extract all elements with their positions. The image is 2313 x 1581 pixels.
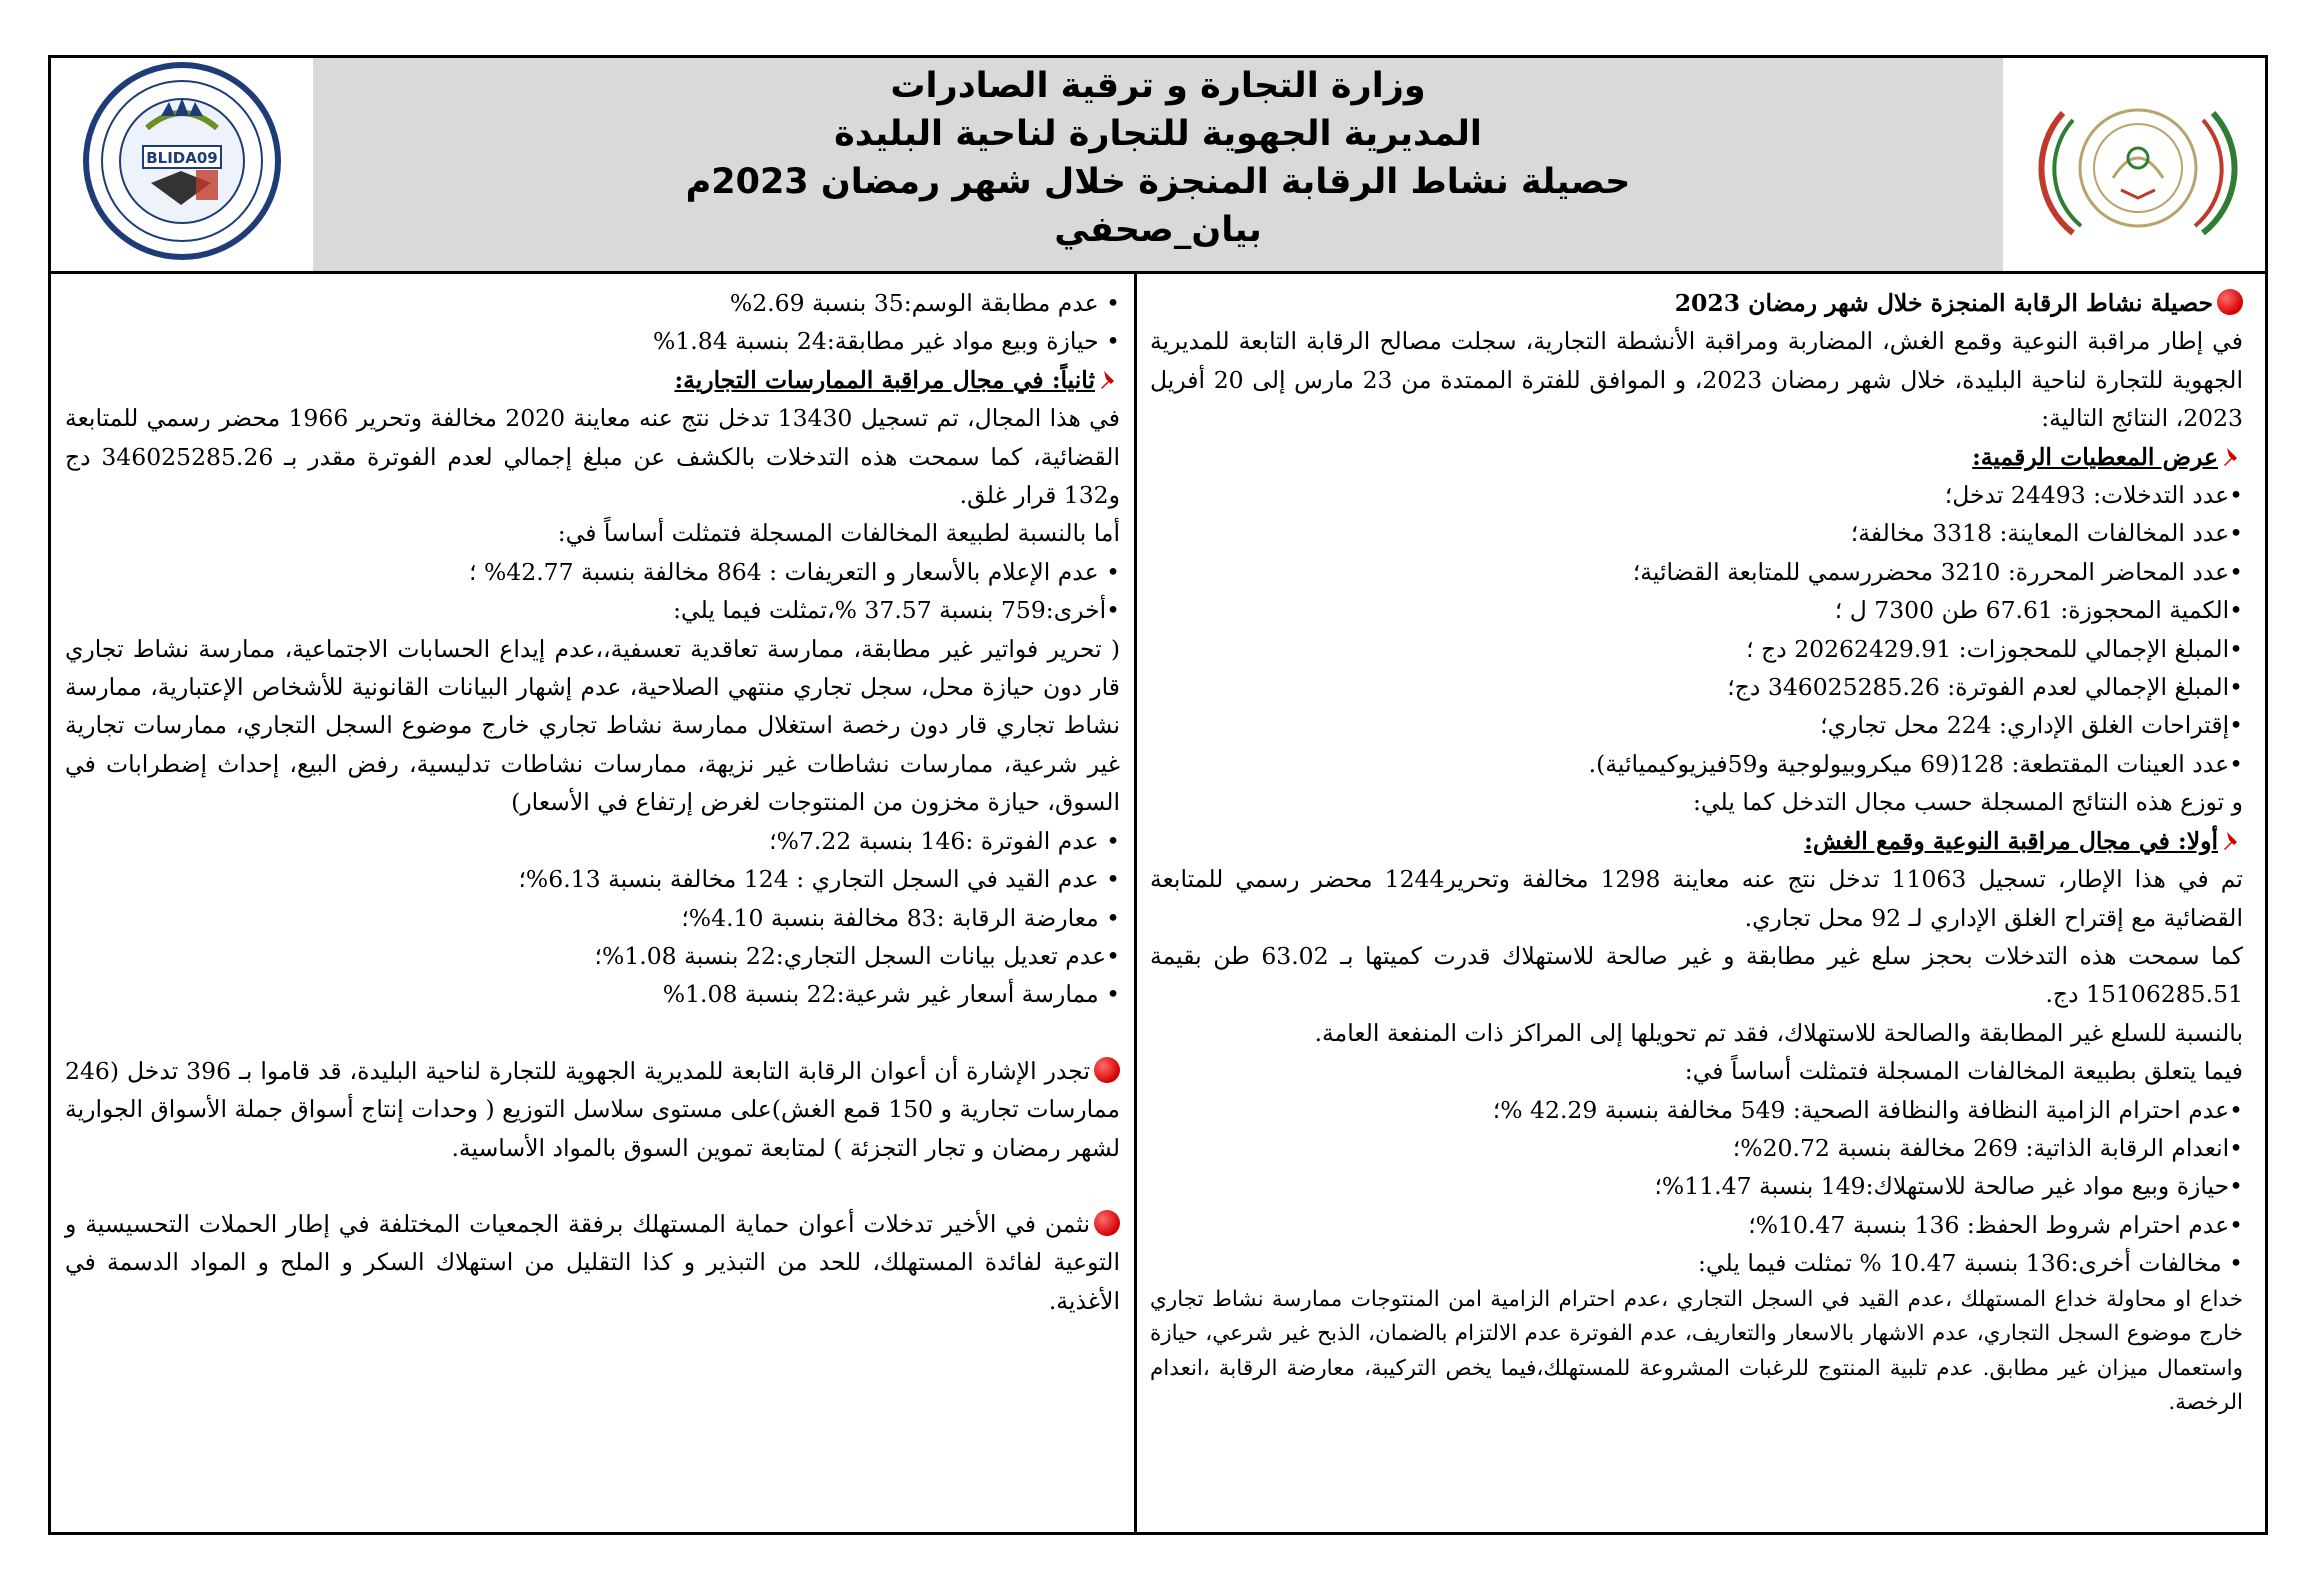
red-bullet-icon (1094, 1210, 1120, 1236)
list-item: •أخرى:759 بنسبة 37.57 %،تمثلت فيما يلي: (673, 596, 1120, 625)
left-column (51, 274, 1136, 1532)
red-bullet-icon (2217, 289, 2243, 315)
list-item: • ممارسة أسعار غير شرعية:22 بنسبة 1.08% (662, 980, 1120, 1009)
list-item: •انعدام الرقابة الذاتية: 269 مخالفة بنسبة 20.72%؛ (1732, 1133, 2243, 1162)
pushpin-icon (1098, 369, 1120, 391)
list-item: •عدد المحاضر المحررة: 3210 محضررسمي للمتابعة القضائية؛ (1632, 557, 2243, 586)
note2-text: نثمن في الأخير تدخلات أعوان حماية المستهلك برفقة الجمعيات المختلفة في إطار الحملات التحسيسية و التوعية لفائدة المستهلك، للحد من التبذير و كذا التقليل من استهلاك السكر و الملح و المواد الدسمة في الأغذية. (65, 1209, 1120, 1315)
list-item: •عدد المخالفات المعاينة: 3318 مخالفة؛ (1850, 519, 2243, 548)
section1-text4: فيما يتعلق بطبيعة المخالفات المسجلة فتمثلت أساساً في: (1684, 1057, 2243, 1086)
pushpin-icon (2221, 446, 2243, 468)
list-item: •حيازة وبيع مواد غير صالحة للاستهلاك:149 بنسبة 11.47%؛ (1654, 1172, 2243, 1201)
spacer (65, 1167, 1120, 1205)
intro-heading (1150, 284, 2243, 322)
stats-list (1150, 476, 2243, 783)
intro-text: في إطار مراقبة النوعية وقمع الغش، المضاربة ومراقبة الأنشطة التجارية، سجلت مصالح الرقابة التابعة للمديرية الجهوية للتجارة لناحية البليدة، خلال شهر رمضان 2023، و الموافق للفترة الممتدة من 23 مارس إلى 20 أفريل 2023، النتائج التالية: (1150, 327, 2243, 433)
blida-seal-icon (51, 58, 313, 271)
spacer (65, 1014, 1120, 1052)
section2-other: ( تحرير فواتير غير مطابقة، ممارسة تعاقدية تعسفية،،عدم إيداع الحسابات الاجتماعية، ممارسة نشاط تجاري قار دون حيازة محل، سجل تجاري منتهي الصلاحية، عدم إشهار البيانات القانونية للأشخاص الإعتبارية، ممارسة نشاط تجاري قار دون رخصة استغلال ممارسة نشاط تجاري خارج موضوع السجل التجاري، ممارسات تجارية غير شرعية، ممارسات نشاطات غير نزيهة، ممارسات نشاطات تدليسية، رفض البيع، إحداث إضطرابات في السوق، حيازة مخزون من المنتوجات لغرض إرتفاع في الأسعار) (65, 634, 1120, 817)
stats-title: عرض المعطيات الرقمية: (1972, 442, 2218, 471)
list-item: • عدم الإعلام بالأسعار و التعريفات : 864 مخالفة بنسبة 42.77% ؛ (469, 557, 1120, 586)
list-item: • حيازة وبيع مواد غير مطابقة:24 بنسبة 1.84% (653, 327, 1120, 356)
list-item: •عدد التدخلات: 24493 تدخل؛ (1944, 481, 2243, 510)
red-bullet-icon (1094, 1057, 1120, 1083)
list-item: • مخالفات أخرى:136 بنسبة 10.47 % تمثلت فيما يلي: (1698, 1249, 2243, 1278)
report-title: حصيلة نشاط الرقابة المنجزة خلال شهر رمضان 2023م (685, 162, 1631, 202)
directorate-title: المديرية الجهوية للتجارة لناحية البليدة (834, 114, 1482, 154)
list-item: •عدد العينات المقتطعة: 128(69 ميكروبيولوجية و59فيزيوكيميائية). (1588, 749, 2243, 778)
section2-text: في هذا المجال، تم تسجيل 13430 تدخل نتج عنه معاينة 2020 مخالفة وتحرير 1966 محضر رسمي للمتابعة القضائية، كما سمحت هذه التدخلات بالكشف عن مبلغ إجمالي لعدم الفوترة مقدر بـ 346025285.26 دج و132 قرار غلق. (65, 404, 1120, 510)
note1 (65, 1052, 1120, 1167)
note1-text: تجدر الإشارة أن أعوان الرقابة التابعة للمديرية الجهوية للتجارة لناحية البليدة، قد قاموا بـ 396 تدخل (246 ممارسات تجارية و 150 قمع الغش)على مستوى سلاسل التوزيع ( وحدات إنتاج أسواق جملة الأسواق الجوارية لشهر رمضان و تجار التجزئة ) لمتابعة تموين السوق بالمواد الأساسية. (65, 1056, 1120, 1162)
regional-directorate-logo (51, 58, 313, 271)
header-titles (313, 62, 2003, 254)
list-item: • معارضة الرقابة :83 مخالفة بنسبة 4.10%؛ (681, 903, 1120, 932)
right-column (1136, 274, 2265, 1532)
note2 (65, 1205, 1120, 1320)
intro-title: حصيلة نشاط الرقابة المنجزة خلال شهر رمضان 2023 (1674, 289, 2213, 317)
section1-text2: كما سمحت هذه التدخلات بحجز سلع غير مطابقة و غير صالحة للاستهلاك قدرت كميتها بـ 63.02 طن بقيمة 15106285.51 دج. (1150, 941, 2243, 1009)
section1-title: أولا: في مجال مراقبة النوعية وقمع الغش: (1804, 826, 2218, 855)
list-item: •الكمية المحجوزة: 67.61 طن 7300 ل ؛ (1834, 596, 2243, 625)
list-item: •إقتراحات الغلق الإداري: 224 محل تجاري؛ (1820, 711, 2243, 740)
list-item: •عدم تعديل بيانات السجل التجاري:22 بنسبة 1.08%؛ (594, 941, 1120, 970)
ministry-title: وزارة التجارة و ترقية الصادرات (890, 66, 1426, 106)
list-item: • عدم الفوترة :146 بنسبة 7.22%؛ (769, 826, 1120, 855)
list-item: •عدم احترام الزامية النظافة والنظافة الصحية: 549 مخالفة بنسبة 42.29 %؛ (1492, 1095, 2243, 1124)
ministry-emblem-icon (2003, 58, 2265, 271)
header (51, 58, 2265, 274)
section2-title: ثانياً: في مجال مراقبة الممارسات التجارية: (674, 365, 1095, 394)
pushpin-icon (2221, 830, 2243, 852)
section2-text2: أما بالنسبة لطبيعة المخالفات المسجلة فتمثلت أساساً في: (557, 519, 1120, 548)
list-item: •المبلغ الإجمالي للمحجوزات: 20262429.91 دج ؛ (1746, 634, 2243, 663)
distribution-text: و توزع هذه النتائج المسجلة حسب مجال التدخل كما يلي: (1693, 788, 2243, 817)
press-release-label: بيان_صحفي (1054, 210, 1262, 250)
list-item: • عدم مطابقة الوسم:35 بنسبة 2.69% (729, 289, 1120, 317)
list-item: • عدم القيد في السجل التجاري : 124 مخالفة بنسبة 6.13%؛ (518, 865, 1120, 894)
svg-text:BLIDA09: BLIDA09 (146, 149, 218, 167)
stats-heading (1150, 438, 2243, 476)
section2-heading (65, 361, 1120, 399)
list-item: •المبلغ الإجمالي لعدم الفوترة: 346025285.26 دج؛ (1727, 673, 2243, 702)
document-frame (48, 55, 2268, 1535)
list-item: •عدم احترام شروط الحفظ: 136 بنسبة 10.47%؛ (1748, 1210, 2243, 1239)
section1-list (1150, 1091, 2243, 1283)
section1-text: تم في هذا الإطار، تسجيل 11063 تدخل نتج عنه معاينة 1298 مخالفة وتحرير1244 محضر رسمي للمتابعة القضائية مع إقتراح الغلق الإداري لـ 92 محل تجاري. (1150, 865, 2243, 932)
section1-other: خداع او محاولة خداع المستهلك ،عدم القيد في السجل التجاري ،عدم احترام الزامية امن المنتوجات ممارسة نشاط تجاري خارج موضوع السجل التجاري، عدم الاشهار بالاسعار والتعاريف، عدم الفوترة عدم الالتزام بالضمان، الذبح غير شرعي، حيازة واستعمال ميزان غير مطابق. عدم تلبية المنتوج للرغبات المشروعة للمستهلك،فيما يخص التركيبة، معارضة الرقابة ،انعدام الرخصة. (1150, 1286, 2243, 1416)
section1-heading (1150, 822, 2243, 860)
ministry-logo (2003, 58, 2265, 271)
section1-text3: بالنسبة للسلع غير المطابقة والصالحة للاستهلاك، فقد تم تحويلها إلى المراكز ذات المنفعة العامة. (1314, 1018, 2243, 1047)
